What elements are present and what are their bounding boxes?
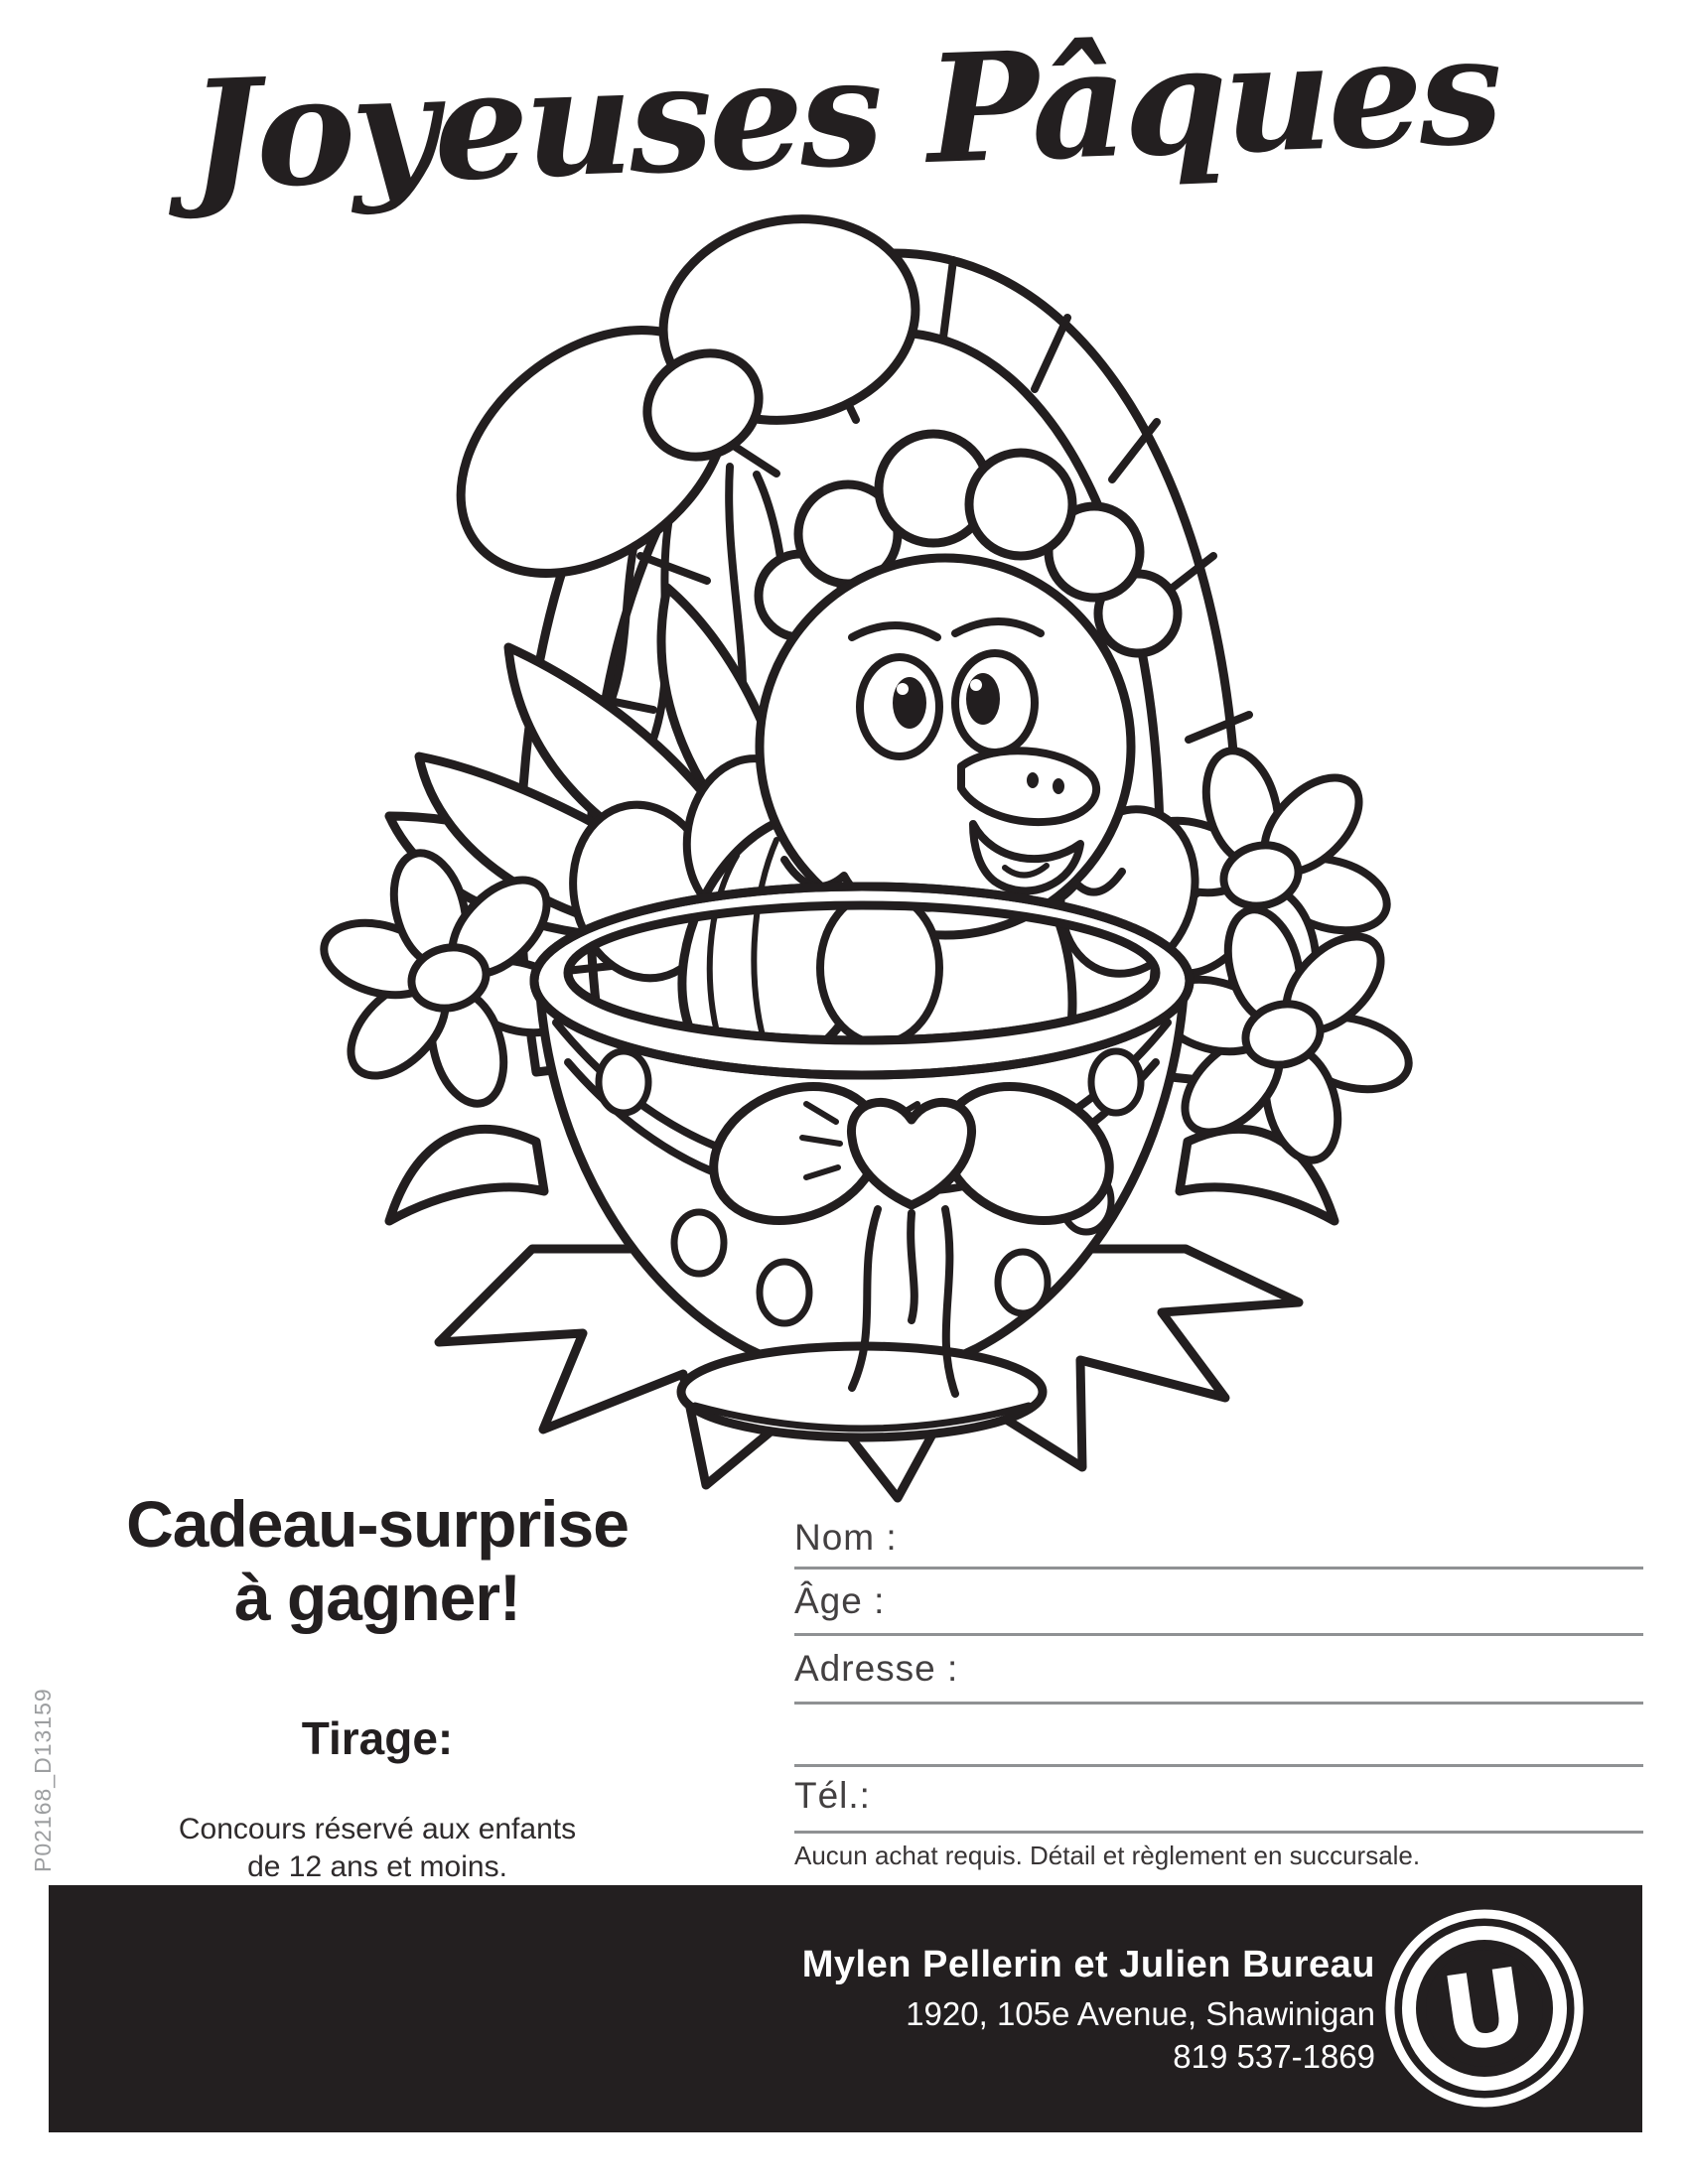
promo-block bbox=[89, 1487, 665, 1886]
contest-note-line2: de 12 ans et moins. bbox=[247, 1850, 507, 1883]
form-footnote: Aucun achat requis. Détail et règlement en succursale. bbox=[794, 1841, 1421, 1870]
draw-label: Tirage: bbox=[301, 1712, 454, 1764]
age-field-label: Âge : bbox=[794, 1580, 886, 1621]
store-phone: 819 537-1869 bbox=[1173, 2038, 1375, 2075]
front-egg bbox=[820, 892, 939, 1043]
store-owners: Mylen Pellerin et Julien Bureau bbox=[801, 1944, 1375, 1985]
name-field-line bbox=[794, 1567, 1643, 1570]
chick-head bbox=[760, 558, 1131, 935]
address-field-label: Adresse : bbox=[794, 1648, 959, 1689]
phone-field-label: Tél.: bbox=[794, 1775, 871, 1816]
store-address: 1920, 105e Avenue, Shawinigan bbox=[906, 1995, 1375, 2032]
contest-note-line1: Concours réservé aux enfants bbox=[178, 1813, 577, 1845]
promo-heading-line2: à gagner! bbox=[233, 1561, 521, 1634]
uniprix-logo-icon bbox=[1380, 1904, 1589, 2113]
name-field-label: Nom : bbox=[794, 1517, 898, 1558]
address-field-line bbox=[794, 1702, 1643, 1705]
page-title: Joyeuses Pâques bbox=[186, 3, 1502, 223]
promo-heading-line1: Cadeau-surprise bbox=[126, 1487, 629, 1561]
print-code: P02168_D13159 bbox=[30, 1688, 56, 1872]
logo-letter: U bbox=[1434, 1944, 1535, 2077]
address-field-line2 bbox=[794, 1764, 1643, 1767]
age-field-line bbox=[794, 1633, 1643, 1636]
phone-field-line bbox=[794, 1831, 1643, 1834]
